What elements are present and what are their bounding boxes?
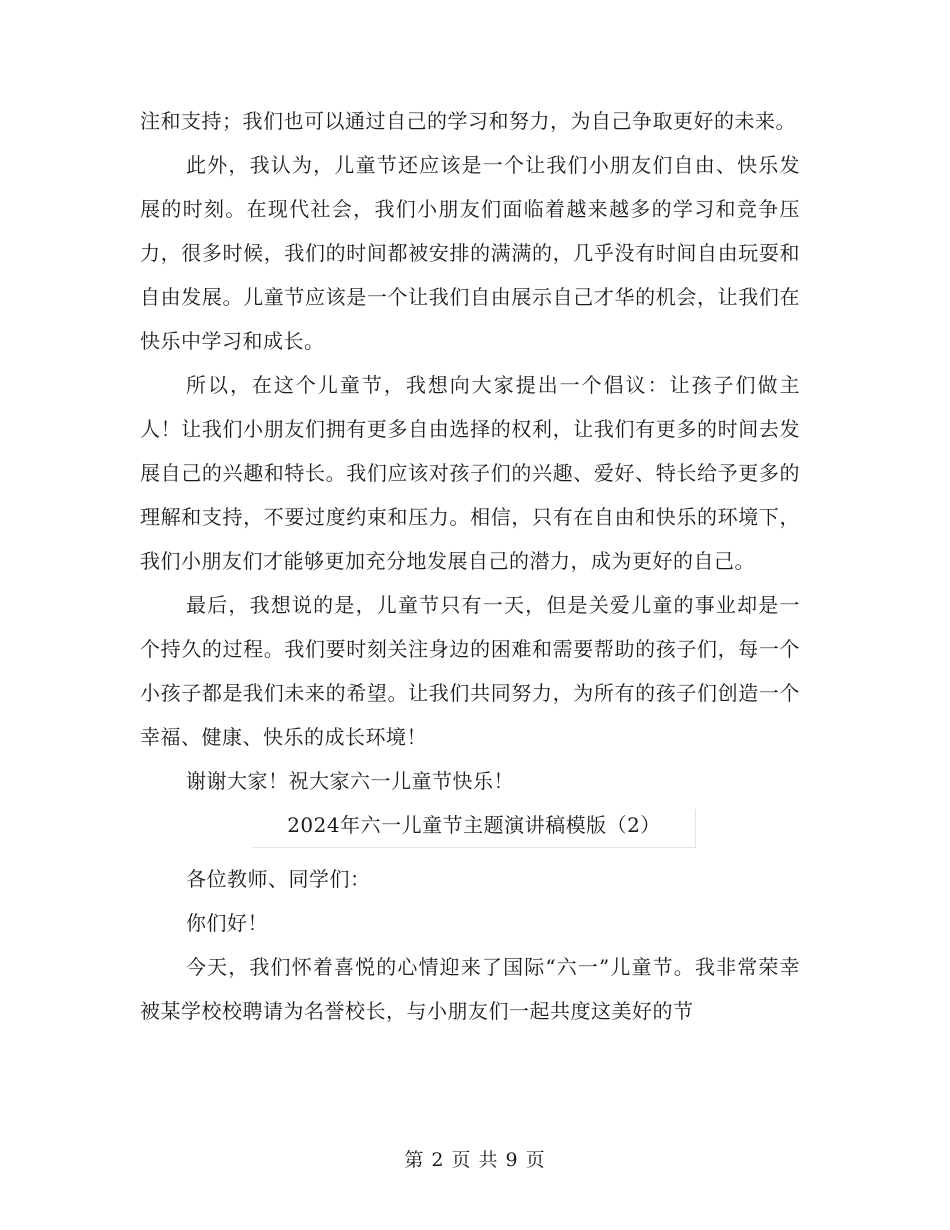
paragraph: 最后，我想说的是，儿童节只有一天，但是关爱儿童的事业却是一个持久的过程。我们要时刻关注身边的困难和需要帮助的孩子们，每一个小孩子都是我们未来的希望。让我们共同努力，为所有的孩子们创造一个幸福、健康、快乐的成长环境！: [140, 593, 800, 749]
paragraph: 此外，我认为，儿童节还应该是一个让我们小朋友们自由、快乐发展的时刻。在现代社会，我们小朋友们面临着越来越多的学习和竞争压力，很多时候，我们的时间都被安排的满满的，几乎没有时间自由玩耍和自由发展。儿童节应该是一个让我们自由展示自己才华的机会，让我们在快乐中学习和成长。: [140, 153, 800, 353]
paragraph: 今天，我们怀着喜悦的心情迎来了国际“六一”儿童节。我非常荣幸被某学校校聘请为名誉校长，与小朋友们一起共度这美好的节: [140, 955, 800, 1023]
section-title: 2024年六一儿童节主题演讲稿模版（2）: [253, 809, 696, 848]
page-footer: 第 2 页 共 9 页: [404, 1149, 546, 1171]
document-body: [140, 99, 800, 1033]
paragraphs-after: [140, 857, 800, 1033]
paragraph: 谢谢大家！祝大家六一儿童节快乐！: [186, 769, 514, 793]
paragraphs-before: [140, 99, 800, 803]
paragraph: 注和支持；我们也可以通过自己的学习和努力，为自己争取更好的未来。: [140, 109, 796, 133]
paragraph: 你们好！: [186, 911, 268, 935]
section-title-wrap: [140, 809, 800, 853]
paragraph: 各位教师、同学们：: [186, 867, 371, 891]
paragraph: 所以，在这个儿童节，我想向大家提出一个倡议：让孩子们做主人！让我们小朋友们拥有更多自由选择的权利，让我们有更多的时间去发展自己的兴趣和特长。我们应该对孩子们的兴趣、爱好、特长给予更多的理解和支持，不要过度约束和压力。相信，只有在自由和快乐的环境下，我们小朋友们才能够更加充分地发展自己的潜力，成为更好的自己。: [140, 373, 800, 573]
